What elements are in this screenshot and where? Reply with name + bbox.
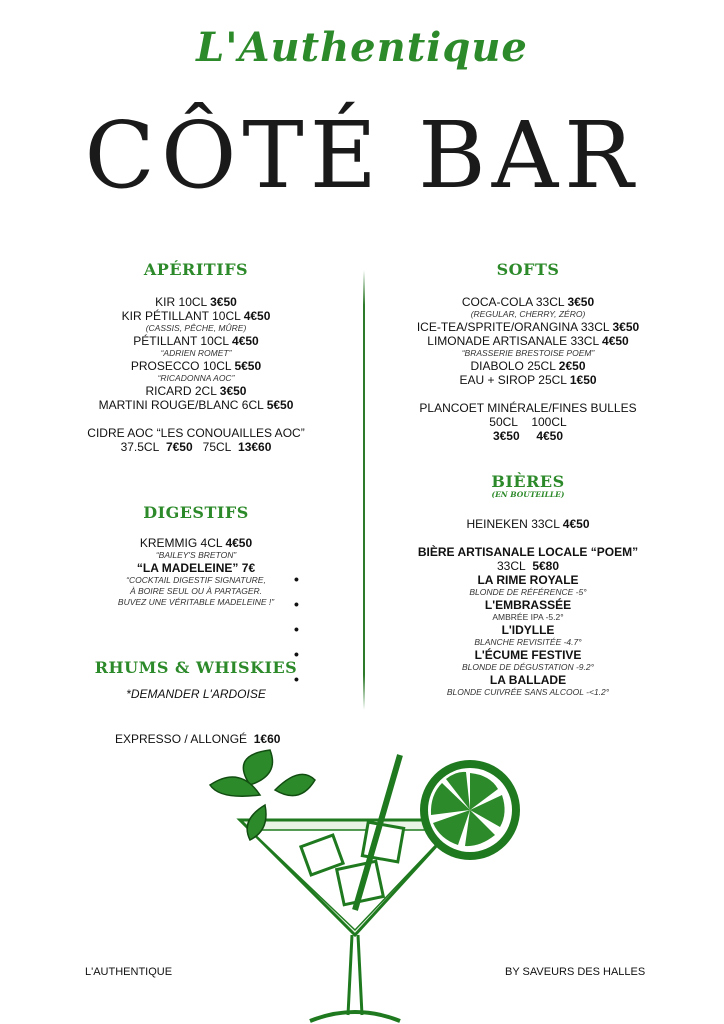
menu-item-note: (REGULAR, CHERRY, ZÉRO): [470, 309, 586, 319]
menu-item-note: “COCKTAIL DIGESTIF SIGNATURE,: [126, 575, 266, 585]
menu-item: BIÈRE ARTISANALE LOCALE “POEM”: [417, 545, 639, 559]
bieres-heading: BIÈRES: [491, 472, 565, 491]
menu-item-note: BUVEZ UNE VÉRITABLE MADELEINE !”: [117, 597, 275, 607]
menu-item: KIR 10CL 3€50: [155, 295, 237, 309]
menu-item: ICE-TEA/SPRITE/ORANGINA 33CL 3€50: [416, 320, 640, 334]
plancoet-item: PLANCOET MINÉRALE/FINES BULLES: [419, 401, 637, 415]
menu-item: MARTINI ROUGE/BLANC 6CL 5€50: [98, 398, 294, 412]
beer-list-desc: BLONDE DE DÉGUSTATION -9.2°: [461, 662, 595, 672]
menu-item: PROSECCO 10CL 5€50: [130, 359, 262, 373]
brand-logo: L'Authentique: [196, 24, 528, 71]
plancoet-prices: 3€50 4€50: [492, 429, 564, 443]
column-divider: [363, 270, 365, 710]
beer-list-item: • L'EMBRASSÉE: [372, 598, 684, 612]
glass-icon: [240, 820, 460, 1021]
menu-item-note: À BOIRE SEUL OU À PARTAGER.: [129, 586, 263, 596]
cidre-item: CIDRE AOC “LES CONOUAILLES AOC”: [87, 426, 305, 440]
menu-item-note: (CASSIS, PÊCHE, MÛRE): [145, 323, 247, 333]
menu-item: DIABOLO 25CL 2€50: [470, 359, 586, 373]
rhums-heading: RHUMS & WHISKIES: [94, 658, 298, 677]
menu-item-note: “ADRIEN ROMET”: [160, 348, 232, 358]
beer-list-item: • L'ÉCUME FESTIVE: [372, 648, 684, 662]
rhums-note: *DEMANDER L'ARDOISE: [126, 687, 266, 701]
cidre-prices: 37.5CL 7€50 75CL 13€60: [120, 440, 272, 454]
menu-item: “LA MADELEINE” 7€: [136, 561, 256, 575]
beer-list-item: • LA RIME ROYALE: [372, 573, 684, 587]
rhums-section: [40, 658, 352, 701]
lime-slice-icon: [420, 760, 520, 860]
menu-item-price: 33CL 5€80: [496, 559, 560, 573]
menu-item: PÉTILLANT 10CL 4€50: [133, 334, 259, 348]
menu-item: KIR PÉTILLANT 10CL 4€50: [121, 309, 271, 323]
beer-list-desc: AMBRÉE IPA -5.2°: [492, 612, 564, 622]
digestifs-section: [40, 503, 352, 608]
menu-item: RICARD 2CL 3€50: [145, 384, 247, 398]
menu-item: LIMONADE ARTISANALE 33CL 4€50: [427, 334, 629, 348]
page-title: CÔTÉ BAR: [84, 102, 640, 209]
beer-list-desc: BLANCHE REVISITÉE -4.7°: [474, 637, 582, 647]
menu-item: KREMMIG 4CL 4€50: [139, 536, 253, 550]
beer-list-item: • LA BALLADE: [372, 673, 684, 687]
beer-list-desc: BLONDE CUIVRÉE SANS ALCOOL -<1.2°: [446, 687, 610, 697]
softs-heading: SOFTS: [496, 260, 560, 279]
footer-right: BY SAVEURS DES HALLES: [505, 966, 646, 978]
softs-section: [372, 260, 684, 443]
menu-item-note: “BRASSERIE BRESTOISE POEM”: [461, 348, 595, 358]
cocktail-illustration: [190, 745, 550, 1024]
footer-left: L'AUTHENTIQUE: [85, 966, 173, 978]
beer-list-item: • L'IDYLLE: [372, 623, 684, 637]
menu-item-note: “RICADONNA AOC”: [157, 373, 235, 383]
beer-list-desc: BLONDE DE RÉFÉRENCE -5°: [469, 587, 587, 597]
bieres-subheading: (EN BOUTEILLE): [491, 490, 565, 499]
menu-item-note: “BAILEY'S BRETON”: [155, 550, 237, 560]
digestifs-heading: DIGESTIFS: [143, 503, 249, 522]
aperitifs-heading: APÉRITIFS: [143, 260, 249, 279]
plancoet-sizes: 50CL 100CL: [489, 415, 567, 429]
bieres-section: [372, 472, 684, 698]
menu-item: HEINEKEN 33CL 4€50: [466, 517, 590, 531]
menu-item: COCA-COLA 33CL 3€50: [461, 295, 595, 309]
aperitifs-section: [40, 260, 352, 454]
menu-item: EAU + SIROP 25CL 1€50: [459, 373, 597, 387]
expresso-item: EXPRESSO / ALLONGÉ 1€60: [115, 732, 281, 746]
